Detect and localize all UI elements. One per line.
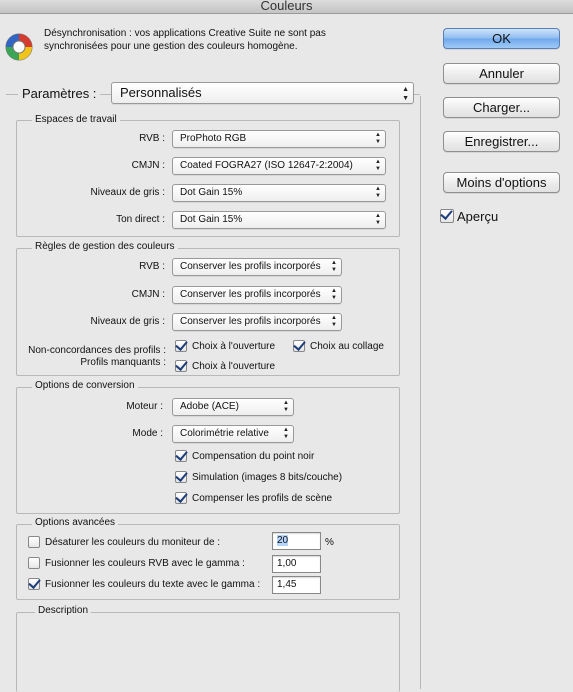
blend-rgb-input[interactable] <box>272 555 321 573</box>
select-arrows-icon: ▲ ▼ <box>283 400 289 413</box>
policies-title: Règles de gestion des couleurs <box>32 241 178 253</box>
conversion-title: Options de conversion <box>32 380 138 392</box>
window-title: Couleurs <box>260 0 313 13</box>
settings-label: Paramètres : <box>18 85 100 102</box>
rgb-policy-value: Conserver les profils incorporés <box>180 261 321 272</box>
cmyk-policy-value: Conserver les profils incorporés <box>180 289 321 300</box>
cmyk-policy-select[interactable] <box>172 286 342 304</box>
settings-panel-border <box>420 96 421 689</box>
settings-select-value: Personnalisés <box>120 85 202 100</box>
gray-policy-value: Conserver les profils incorporés <box>180 316 321 327</box>
engine-select[interactable] <box>172 398 294 416</box>
save-button[interactable]: Enregistrer... <box>443 131 560 152</box>
select-arrows-icon: ▲ ▼ <box>375 159 381 172</box>
desaturate-checkbox[interactable] <box>28 536 40 548</box>
engine-label: Moteur : <box>126 401 163 412</box>
percent-label: % <box>325 537 334 548</box>
cmyk-workspace-value: Coated FOGRA27 (ISO 12647-2:2004) <box>180 160 353 171</box>
rgb-policy-label: RVB : <box>139 261 165 272</box>
black-point-checkbox[interactable] <box>175 450 187 462</box>
engine-value: Adobe (ACE) <box>180 401 239 412</box>
gray-workspace-select[interactable] <box>172 184 386 202</box>
blend-text-value: 1,45 <box>277 579 297 590</box>
blend-rgb-value: 1,00 <box>277 558 297 569</box>
ok-button[interactable]: OK <box>443 28 560 49</box>
missing-ask-open-label: Choix à l'ouverture <box>192 361 276 372</box>
preview-label: Aperçu <box>457 209 499 224</box>
intent-label: Mode : <box>132 428 163 439</box>
blend-text-label: Fusionner les couleurs du texte avec le gamma : <box>45 579 261 590</box>
scene-profiles-checkbox[interactable] <box>175 492 187 504</box>
desaturate-value: 20 <box>277 535 289 546</box>
window-titlebar <box>0 0 573 14</box>
missing-profiles-label: Profils manquants : <box>80 357 166 368</box>
desaturate-label: Désaturer les couleurs du moniteur de : <box>45 537 221 548</box>
profile-mismatch-label: Non-concordances des profils : <box>28 345 166 356</box>
intent-select[interactable] <box>172 425 294 443</box>
mismatch-ask-paste-label: Choix au collage <box>310 341 384 352</box>
gray-workspace-label: Niveaux de gris : <box>90 187 165 198</box>
dither-checkbox[interactable] <box>175 471 187 483</box>
sync-warning-line2: synchronisées pour une gestion des couleurs homogène. <box>44 41 298 52</box>
select-arrows-icon: ▲ ▼ <box>375 132 381 145</box>
cmyk-policy-label: CMJN : <box>131 289 165 300</box>
gray-workspace-value: Dot Gain 15% <box>180 187 243 198</box>
description-group <box>16 612 400 692</box>
advanced-title: Options avancées <box>32 517 118 529</box>
select-arrows-icon: ▲ ▼ <box>402 86 409 102</box>
desaturate-input[interactable] <box>272 532 321 550</box>
blend-rgb-label: Fusionner les couleurs RVB avec le gamma : <box>45 558 245 569</box>
rgb-workspace-select[interactable] <box>172 130 386 148</box>
select-arrows-icon: ▲ ▼ <box>375 186 381 199</box>
intent-value: Colorimétrie relative <box>180 428 269 439</box>
rgb-workspace-value: ProPhoto RGB <box>180 133 247 144</box>
preview-checkbox[interactable] <box>440 209 454 223</box>
gray-policy-select[interactable] <box>172 313 342 331</box>
sync-warning-line1: Désynchronisation : vos applications Creative Suite ne sont pas <box>44 28 326 39</box>
workspaces-title: Espaces de travail <box>32 114 120 126</box>
cmyk-workspace-label: CMJN : <box>131 160 165 171</box>
cancel-button[interactable]: Annuler <box>443 63 560 84</box>
color-settings-icon <box>5 33 33 61</box>
gray-policy-label: Niveaux de gris : <box>90 316 165 327</box>
rgb-workspace-label: RVB : <box>139 133 165 144</box>
scene-profiles-label: Compenser les profils de scène <box>192 493 333 504</box>
select-arrows-icon: ▲ ▼ <box>331 315 337 328</box>
blend-text-input[interactable] <box>272 576 321 594</box>
settings-select[interactable] <box>111 82 414 104</box>
select-arrows-icon: ▲ ▼ <box>283 427 289 440</box>
rgb-policy-select[interactable] <box>172 258 342 276</box>
black-point-label: Compensation du point noir <box>192 451 315 462</box>
spot-workspace-value: Dot Gain 15% <box>180 214 243 225</box>
missing-ask-open-checkbox[interactable] <box>175 360 187 372</box>
mismatch-ask-paste-checkbox[interactable] <box>293 340 305 352</box>
fewer-options-button[interactable]: Moins d'options <box>443 172 560 193</box>
blend-rgb-checkbox[interactable] <box>28 557 40 569</box>
select-arrows-icon: ▲ ▼ <box>375 213 381 226</box>
select-arrows-icon: ▲ ▼ <box>331 288 337 301</box>
description-title: Description <box>35 605 91 617</box>
blend-text-checkbox[interactable] <box>28 578 40 590</box>
spot-workspace-select[interactable] <box>172 211 386 229</box>
spot-workspace-label: Ton direct : <box>116 214 165 225</box>
load-button[interactable]: Charger... <box>443 97 560 118</box>
sync-warning-text <box>44 27 344 53</box>
select-arrows-icon: ▲ ▼ <box>331 260 337 273</box>
mismatch-ask-open-checkbox[interactable] <box>175 340 187 352</box>
dither-label: Simulation (images 8 bits/couche) <box>192 472 343 483</box>
cmyk-workspace-select[interactable] <box>172 157 386 175</box>
mismatch-ask-open-label: Choix à l'ouverture <box>192 341 276 352</box>
